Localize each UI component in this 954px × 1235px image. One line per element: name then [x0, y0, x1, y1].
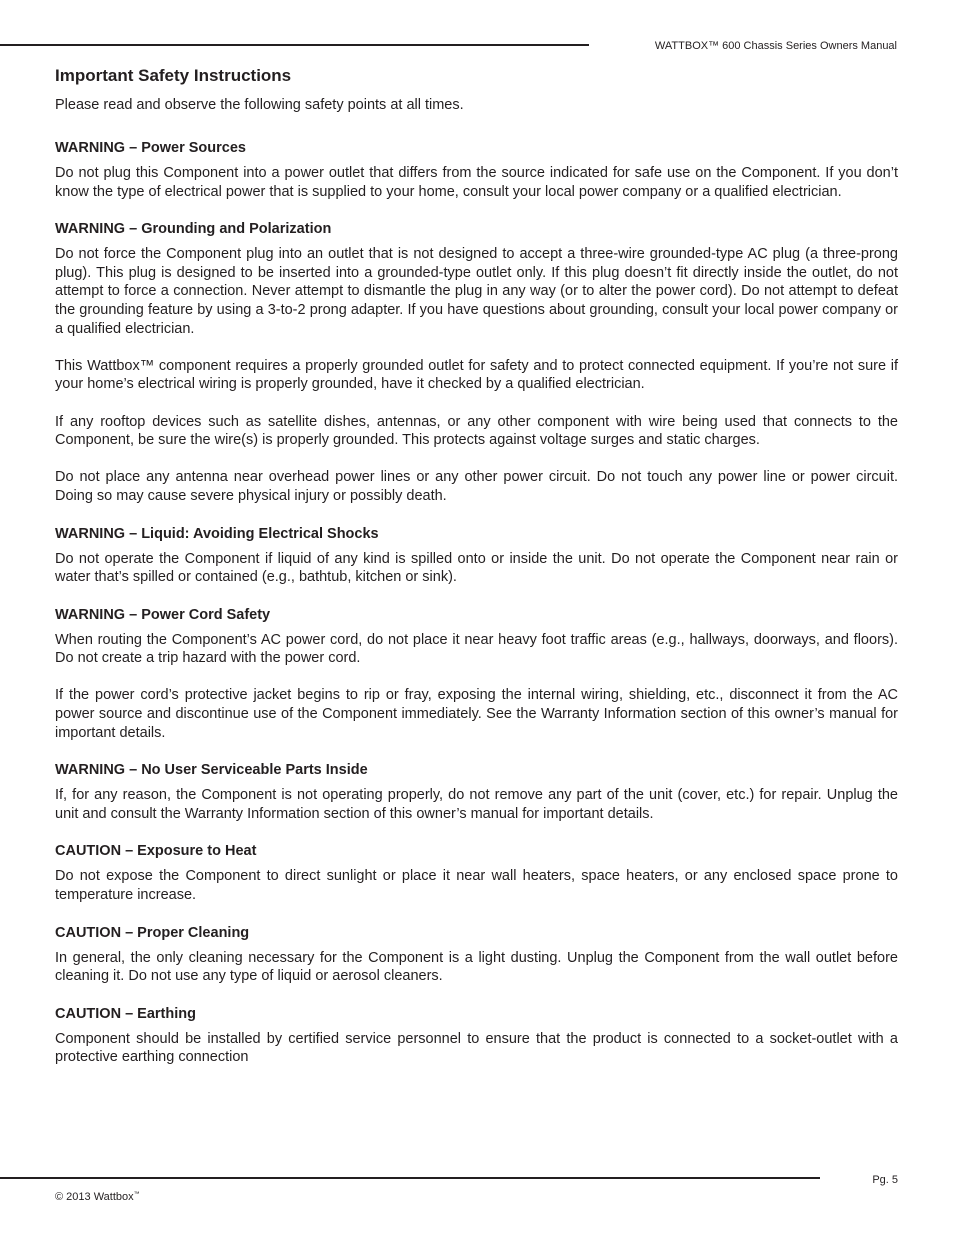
section-paragraph: This Wattbox™ component requires a properly grounded outlet for safety and to protect connected equipment. If you’re not sure if your home’s electrical wiring is properly grounded, have it checked by a qualified electrician. — [55, 357, 898, 393]
copyright-text: © 2013 Wattbox — [55, 1191, 134, 1203]
section-paragraph: If any rooftop devices such as satellite dishes, antennas, or any other component with wire being used that connects to the Component, be sure the wire(s) is properly grounded. This protects against voltage surges and static charges. — [55, 413, 898, 449]
page-number: Pg. 5 — [872, 1174, 898, 1186]
section-paragraph: Do not expose the Component to direct sunlight or place it near wall heaters, space heaters, or any enclosed space prone to temperature increase. — [55, 868, 898, 904]
section-heading: WARNING – Power Cord Safety — [55, 606, 271, 623]
section-paragraph: Component should be installed by certified service personnel to ensure that the product is connected to a socket-outlet with a protective earthing connection — [55, 1030, 898, 1066]
section-no-user-serviceable-parts — [55, 761, 898, 823]
section-heading: WARNING – Power Sources — [55, 140, 246, 156]
section-paragraph: Do not force the Component plug into an outlet that is not designed to accept a three-wire grounded-type AC plug (a three-prong plug). This plug is designed to be inserted into a grounded-type outlet only. If this plug doesn’t fit directly inside the outlet, do not attempt to force a connection. Never attempt to dismantle the plug in any way (or to alter the power cord). Do not attempt to defeat the grounding feature by using a 3-to-2 prong adapter. If you have questions about grounding, consult your local power company or a qualified electrician. — [55, 246, 898, 337]
intro-text: Please read and observe the following safety points at all times. — [55, 97, 464, 113]
section-heading: CAUTION – Exposure to Heat — [55, 843, 257, 860]
trademark-mark: ™ — [133, 1191, 140, 1198]
section-paragraph: Do not operate the Component if liquid of any kind is spilled onto or inside the unit. Do not operate the Component near rain or water that’s spilled or contained (e.g., bathtub, kitchen or sink). — [55, 550, 898, 586]
section-earthing — [55, 1005, 898, 1067]
section-grounding-polarization — [55, 220, 898, 505]
section-power-cord-safety — [55, 606, 898, 743]
section-paragraph: In general, the only cleaning necessary for the Component is a light dusting. Unplug the Component from the wall outlet before cleaning it. Do not use any type of liquid or aerosol cleaners. — [55, 949, 898, 985]
section-power-sources — [55, 139, 898, 201]
header-rule — [0, 44, 589, 46]
footer-copyright — [55, 1191, 140, 1203]
header-manual-title: WATTBOX™ 600 Chassis Series Owners Manual — [654, 40, 897, 52]
section-heading: WARNING – Grounding and Polarization — [55, 221, 332, 238]
section-paragraph: Do not place any antenna near overhead power lines or any other power circuit. Do not touch any power line or power circuit. Doing so may cause severe physical injury or possibly death. — [55, 469, 898, 504]
section-heading: WARNING – Liquid: Avoiding Electrical Shocks — [55, 525, 379, 542]
section-paragraph: Do not plug this Component into a power outlet that differs from the source indicated for safe use on the Component. If you don’t know the type of electrical power that is supplied to your home, consult your local power company or a qualified electrician. — [55, 165, 898, 200]
section-paragraph: When routing the Component’s AC power cord, do not place it near heavy foot traffic areas (e.g., hallways, doorways, and floors). Do not create a trip hazard with the power cord. — [55, 631, 898, 667]
section-heading: WARNING – No User Serviceable Parts Inside — [55, 762, 368, 779]
section-paragraph: If, for any reason, the Component is not operating properly, do not remove any part of the unit (cover, etc.) for repair. Unplug the unit and consult the Warranty Information section of this owner’s manual for important details. — [55, 787, 898, 822]
section-proper-cleaning — [55, 924, 898, 986]
section-paragraph: If the power cord’s protective jacket begins to rip or fray, exposing the internal wiring, shielding, etc., disconnect it from the AC power source and discontinue use of the Component immediately. See the Warranty Information section of this owner’s manual for important details. — [55, 687, 898, 741]
section-exposure-to-heat — [55, 842, 898, 904]
page-content — [55, 64, 898, 1086]
section-liquid — [55, 525, 898, 587]
footer-rule — [0, 1177, 820, 1179]
section-heading: CAUTION – Proper Cleaning — [55, 924, 250, 941]
section-heading: CAUTION – Earthing — [55, 1005, 196, 1022]
page-title: Important Safety Instructions — [55, 66, 292, 85]
